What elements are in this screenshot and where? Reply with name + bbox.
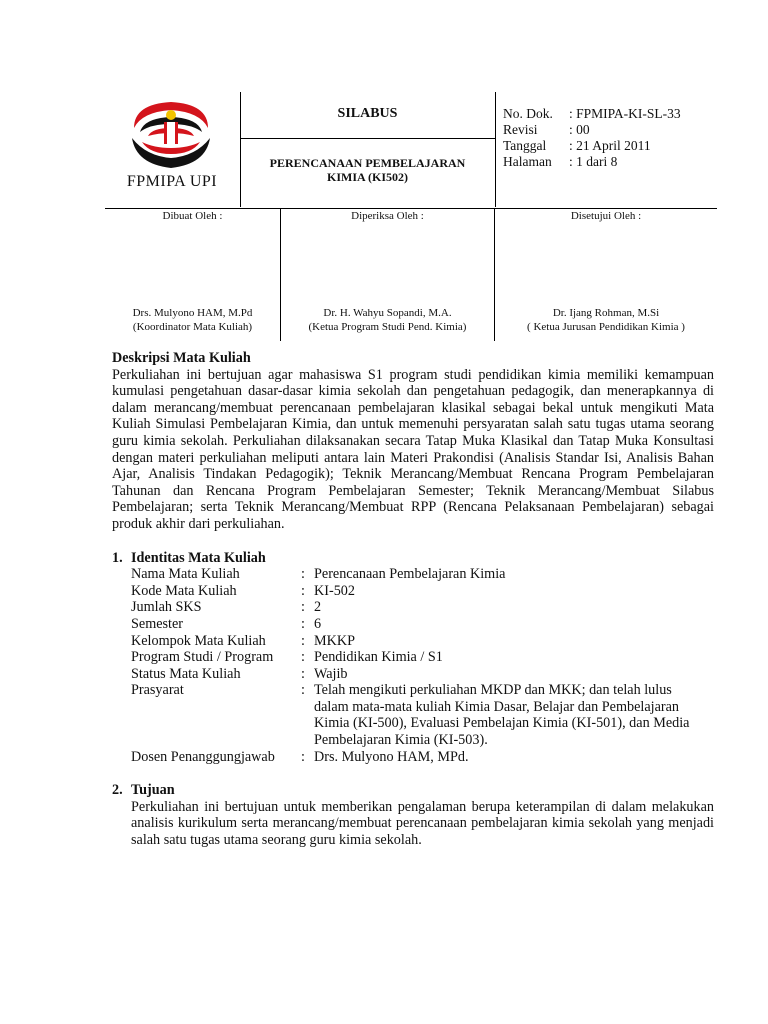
- document-body: [112, 350, 714, 849]
- doc-info: [503, 106, 681, 170]
- identity-row: Program Studi / Program : Pendidikan Kimia / S1: [131, 649, 714, 666]
- doc-info-label: Halaman: [503, 154, 552, 169]
- identity-value: Wajib: [314, 665, 348, 682]
- doc-info-label: Tanggal: [503, 138, 547, 153]
- section-number: 2.: [112, 782, 123, 799]
- doc-info-value: : 21 April 2011: [569, 138, 651, 153]
- identity-key: Jumlah SKS: [131, 599, 202, 616]
- identity-value: Perencanaan Pembelajaran Kimia: [314, 566, 506, 583]
- header-bottom-rule: [105, 208, 717, 209]
- identity-key: Kelompok Mata Kuliah: [131, 632, 266, 649]
- section-title: Tujuan: [131, 782, 175, 799]
- identity-key: Status Mata Kuliah: [131, 665, 241, 682]
- doc-info-row: [503, 138, 681, 154]
- signature-role: (Koordinator Mata Kuliah): [132, 321, 253, 333]
- identity-row: Jumlah SKS : 2: [131, 599, 714, 616]
- doc-info-row: [503, 106, 681, 122]
- signature-name-block: [495, 306, 717, 334]
- doc-info-value: : FPMIPA-KI-SL-33: [569, 106, 681, 121]
- section-number: 1.: [112, 549, 123, 566]
- signature-name: Drs. Mulyono HAM, M.Pd: [132, 307, 253, 319]
- identity-value: Pendidikan Kimia / S1: [314, 649, 443, 666]
- doc-info-value: : 00: [569, 122, 590, 137]
- identity-value: 6: [314, 615, 322, 632]
- description-heading: Deskripsi Mata Kuliah: [112, 350, 251, 366]
- section-title: Identitas Mata Kuliah: [131, 549, 266, 566]
- doc-info-label: No. Dok.: [503, 106, 553, 121]
- logo-text: FPMIPA UPI: [126, 173, 218, 190]
- signature-heading: Disetujui Oleh :: [570, 210, 642, 222]
- identity-table: [131, 566, 714, 765]
- identity-value: Drs. Mulyono HAM, MPd.: [314, 748, 469, 765]
- identity-row: Kelompok Mata Kuliah : MKKP: [131, 633, 714, 650]
- doc-info-row: [503, 122, 681, 138]
- signature-role: (Ketua Program Studi Pend. Kimia): [308, 321, 467, 333]
- goals-text: Perkuliahan ini bertujuan untuk memberikan pengalaman berupa keterampilan di dalam melakukan analisis kurikulum serta merancang/membuat perencanaan pembelajaran kimia sekolah yang menjadi salah satu tugas utama seorang guru kimia sekolah.: [131, 798, 714, 849]
- identity-key: Nama Mata Kuliah: [131, 566, 240, 583]
- identity-key: Kode Mata Kuliah: [131, 582, 237, 599]
- header-divider-right: [495, 92, 496, 207]
- signature-heading: Dibuat Oleh :: [162, 210, 223, 222]
- identity-row: Semester : 6: [131, 616, 714, 633]
- identity-row: Kode Mata Kuliah : KI-502: [131, 583, 714, 600]
- doc-type: SILABUS: [337, 106, 398, 121]
- signature-name-block: [281, 306, 494, 334]
- doc-info-label: Revisi: [503, 122, 538, 137]
- identity-value: MKKP: [314, 632, 355, 649]
- identity-row: Status Mata Kuliah : Wajib: [131, 666, 714, 683]
- description-text: Perkuliahan ini bertujuan agar mahasiswa S1 program studi pendidikan kimia memiliki kemampuan kumulasi pengetahuan dasar-dasar kimia sekolah dan pengetahuan pedagogik, dan menerapkannya di dalam merancang/membuat perencanaan pembelajaran klasikal sebagai bekal untuk mengikuti Mata Kuliah Simulasi Pembelajaran Kimia, dan untuk memenuhi persyaratan salah satu tugas utama seorang guru kimia sekolah. Perkuliahan dilaksanakan secara Tatap Muka Klasikal dan Tatap Muka Konsultasi dengan materi perkuliahan meliputi antara lain Materi Prakondisi (Analisis Standar Isi, Analisis Bahan Ajar, Analisis Tindakan Pedagogik); Teknik Merancang/Membuat Rencana Program Pembelajaran Tahunan dan Rencana Program Pembelajaran Semester; Teknik Merancang/Membuat Silabus Pembelajaran; serta Teknik Merancang/Membuat RPP (Rencana Pelaksanaan Pembelajaran) sebagai produk akhir dari perkuliahan.: [112, 366, 714, 532]
- identity-key: Program Studi / Program: [131, 649, 274, 666]
- signature-name-block: [105, 306, 280, 334]
- identity-row: Nama Mata Kuliah : Perencanaan Pembelajaran Kimia: [131, 566, 714, 583]
- upi-logo: [130, 98, 212, 170]
- identity-row: Prasyarat : Telah mengikuti perkuliahan MKDP dan MKK; dan telah lulus dalam mata-mata kuliah Kimia Dasar, Belajar dan Pembelajaran Kimia (KI-500), Evaluasi Pembelajan Kimia (KI-501), dan Media Pembelajaran Kimia (KI-503).: [131, 682, 714, 748]
- signature-role: ( Ketua Jurusan Pendidikan Kimia ): [527, 321, 685, 333]
- identity-key: Semester: [131, 615, 184, 632]
- identity-key: Prasyarat: [131, 682, 184, 699]
- doc-info-row: [503, 154, 681, 170]
- identity-value: Telah mengikuti perkuliahan MKDP dan MKK; dan telah lulus dalam mata-mata kuliah Kimia Dasar, Belajar dan Pembelajaran Kimia (KI-500), Evaluasi Pembelajan Kimia (KI-501), dan Media Pembelajaran Kimia (KI-503).: [314, 682, 690, 749]
- course-title: PERENCANAAN PEMBELAJARAN KIMIA (KI502): [269, 156, 466, 184]
- identity-value: 2: [314, 599, 322, 616]
- header-divider-mid: [240, 138, 495, 139]
- identity-value: KI-502: [314, 582, 355, 599]
- goals-heading: [112, 782, 714, 799]
- identity-key: Dosen Penanggungjawab: [131, 748, 275, 765]
- identity-row: Dosen Penanggungjawab : Drs. Mulyono HAM, MPd.: [131, 749, 714, 766]
- signature-name: Dr. H. Wahyu Sopandi, M.A.: [323, 307, 452, 319]
- signature-name: Dr. Ijang Rohman, M.Si: [552, 307, 660, 319]
- doc-info-value: : 1 dari 8: [569, 154, 618, 169]
- signature-heading: Diperiksa Oleh :: [351, 210, 424, 222]
- identity-heading: [112, 550, 714, 567]
